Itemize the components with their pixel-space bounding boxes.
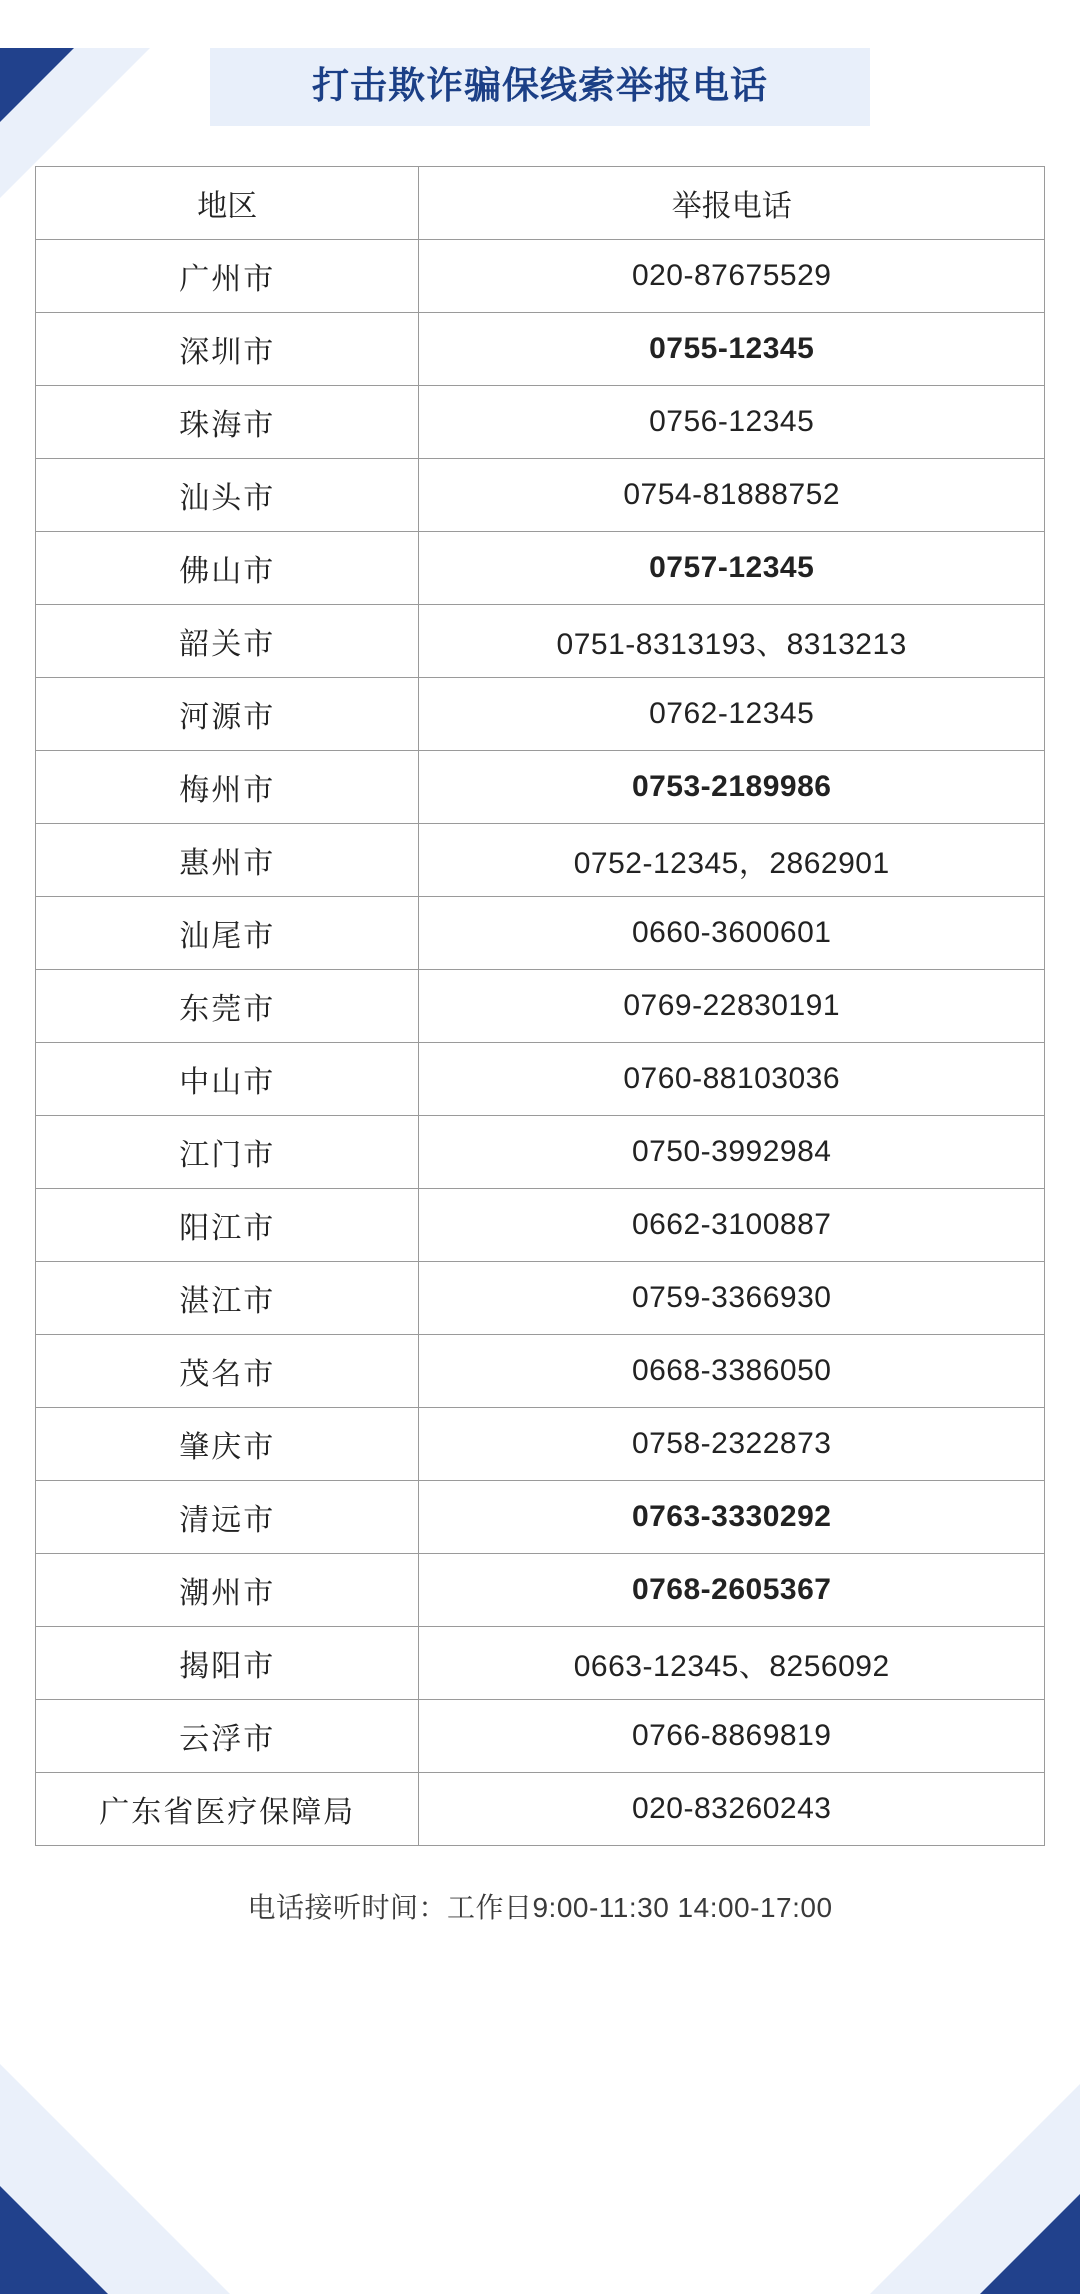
table-row xyxy=(36,1700,1045,1773)
table-row xyxy=(36,605,1045,678)
table-row xyxy=(36,1554,1045,1627)
table-row xyxy=(36,897,1045,970)
cell-phone[interactable]: 0753-2189986 xyxy=(419,751,1045,824)
poster-page xyxy=(0,48,1080,1926)
table-row xyxy=(36,970,1045,1043)
report-phone-table xyxy=(35,166,1045,1846)
table-row xyxy=(36,1262,1045,1335)
cell-region: 潮州市 xyxy=(36,1554,419,1627)
table-row xyxy=(36,1043,1045,1116)
cell-phone[interactable]: 0751-8313193、8313213 xyxy=(419,605,1045,678)
cell-phone[interactable]: 0660-3600601 xyxy=(419,897,1045,970)
cell-phone[interactable]: 0766-8869819 xyxy=(419,1700,1045,1773)
cell-phone[interactable]: 0755-12345 xyxy=(419,313,1045,386)
cell-region: 广东省医疗保障局 xyxy=(36,1773,419,1846)
table-row xyxy=(36,678,1045,751)
cell-phone[interactable]: 0758-2322873 xyxy=(419,1408,1045,1481)
table-row xyxy=(36,459,1045,532)
cell-region: 肇庆市 xyxy=(36,1408,419,1481)
table-row xyxy=(36,240,1045,313)
column-header-region: 地区 xyxy=(36,167,419,240)
cell-region: 湛江市 xyxy=(36,1262,419,1335)
cell-phone[interactable]: 0757-12345 xyxy=(419,532,1045,605)
decor-bottom-right-dark xyxy=(980,2194,1080,2294)
cell-region: 河源市 xyxy=(36,678,419,751)
cell-phone[interactable]: 0754-81888752 xyxy=(419,459,1045,532)
cell-region: 汕头市 xyxy=(36,459,419,532)
cell-phone[interactable]: 0762-12345 xyxy=(419,678,1045,751)
cell-phone[interactable]: 0760-88103036 xyxy=(419,1043,1045,1116)
table-body xyxy=(36,240,1045,1846)
cell-region: 东莞市 xyxy=(36,970,419,1043)
cell-region: 佛山市 xyxy=(36,532,419,605)
cell-phone[interactable]: 0769-22830191 xyxy=(419,970,1045,1043)
table-row xyxy=(36,313,1045,386)
table-header-row xyxy=(36,167,1045,240)
cell-region: 江门市 xyxy=(36,1116,419,1189)
cell-phone[interactable]: 0662-3100887 xyxy=(419,1189,1045,1262)
cell-region: 深圳市 xyxy=(36,313,419,386)
table-row xyxy=(36,751,1045,824)
table-row xyxy=(36,386,1045,459)
cell-phone[interactable]: 0663-12345、8256092 xyxy=(419,1627,1045,1700)
cell-region: 阳江市 xyxy=(36,1189,419,1262)
cell-phone[interactable]: 0750-3992984 xyxy=(419,1116,1045,1189)
cell-region: 广州市 xyxy=(36,240,419,313)
cell-region: 揭阳市 xyxy=(36,1627,419,1700)
cell-region: 韶关市 xyxy=(36,605,419,678)
column-header-phone: 举报电话 xyxy=(419,167,1045,240)
service-hours-note: 电话接听时间：工作日9:00-11:30 14:00-17:00 xyxy=(247,1892,833,1924)
table-row xyxy=(36,1408,1045,1481)
table-header xyxy=(36,167,1045,240)
cell-phone[interactable]: 0752-12345，2862901 xyxy=(419,824,1045,897)
decor-bottom-left-dark xyxy=(0,2186,108,2294)
cell-region: 梅州市 xyxy=(36,751,419,824)
cell-region: 茂名市 xyxy=(36,1335,419,1408)
cell-phone[interactable]: 0763-3330292 xyxy=(419,1481,1045,1554)
cell-region: 珠海市 xyxy=(36,386,419,459)
page-title: 打击欺诈骗保线索举报电话 xyxy=(312,65,768,106)
table-row xyxy=(36,1481,1045,1554)
table-row xyxy=(36,1627,1045,1700)
table-row xyxy=(36,1773,1045,1846)
cell-phone[interactable]: 020-87675529 xyxy=(419,240,1045,313)
table-row xyxy=(36,532,1045,605)
table-row xyxy=(36,1189,1045,1262)
cell-region: 中山市 xyxy=(36,1043,419,1116)
cell-region: 云浮市 xyxy=(36,1700,419,1773)
table-row xyxy=(36,1335,1045,1408)
cell-phone[interactable]: 0768-2605367 xyxy=(419,1554,1045,1627)
cell-region: 清远市 xyxy=(36,1481,419,1554)
cell-region: 惠州市 xyxy=(36,824,419,897)
cell-phone[interactable]: 0756-12345 xyxy=(419,386,1045,459)
page-title-banner xyxy=(210,48,870,126)
phone-table-container xyxy=(35,166,1045,1846)
table-row xyxy=(36,1116,1045,1189)
table-row xyxy=(36,824,1045,897)
cell-region: 汕尾市 xyxy=(36,897,419,970)
cell-phone[interactable]: 020-83260243 xyxy=(419,1773,1045,1846)
cell-phone[interactable]: 0759-3366930 xyxy=(419,1262,1045,1335)
cell-phone[interactable]: 0668-3386050 xyxy=(419,1335,1045,1408)
